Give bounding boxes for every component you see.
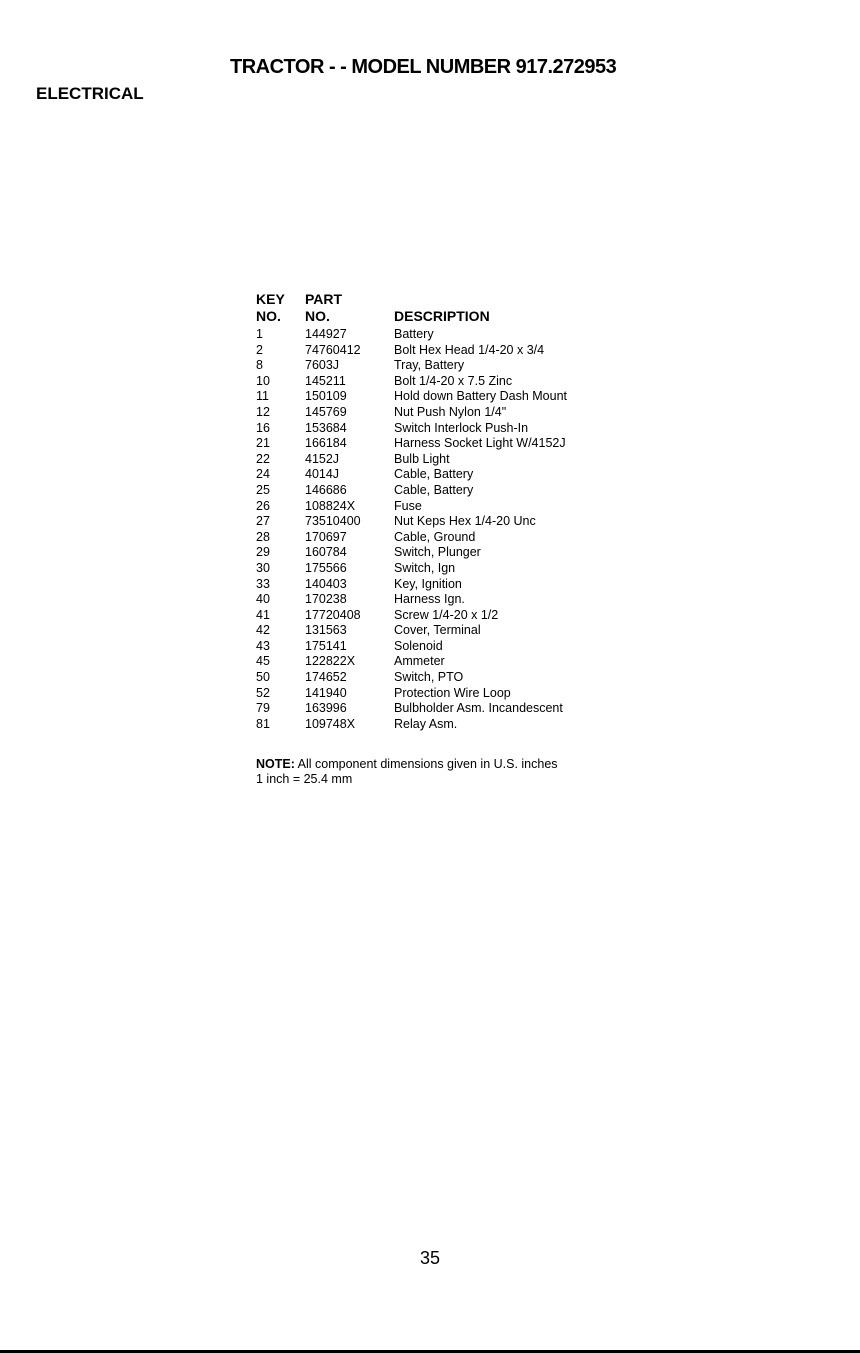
part-no-cell: 108824X (305, 498, 356, 513)
part-no-cell: 73510400 (305, 514, 361, 529)
part-header-line2: NO. (305, 308, 330, 324)
key-no-cell: 41 (256, 607, 270, 622)
table-row (256, 343, 654, 359)
description-cell: Screw 1/4-20 x 1/2 (394, 607, 499, 622)
table-row (256, 405, 654, 421)
table-row (256, 327, 654, 343)
key-no-cell: 40 (256, 592, 270, 607)
key-no-cell: 30 (256, 560, 270, 575)
key-no-cell: 43 (256, 638, 270, 653)
table-row (256, 686, 654, 702)
key-no-cell: 12 (256, 404, 270, 419)
description-cell: Ammeter (394, 654, 445, 669)
key-no-cell: 25 (256, 482, 270, 497)
description-cell: Switch, Ign (394, 560, 456, 575)
key-no-cell: 50 (256, 670, 270, 685)
key-no-cell: 11 (256, 389, 269, 404)
table-row (256, 514, 654, 530)
table-row (256, 436, 654, 452)
description-cell: Cover, Terminal (394, 623, 481, 638)
part-no-cell: 122822X (305, 654, 356, 669)
parts-table-header (256, 291, 654, 327)
table-row (256, 577, 654, 593)
key-header-line2: NO. (256, 308, 281, 324)
description-cell: Protection Wire Loop (394, 685, 511, 700)
description-cell: Solenoid (394, 638, 443, 653)
table-row (256, 358, 654, 374)
description-cell: Harness Socket Light W/4152J (394, 436, 566, 451)
part-no-cell: 175566 (305, 560, 347, 575)
note (256, 757, 558, 787)
key-no-cell: 1 (256, 327, 263, 341)
key-no-cell: 28 (256, 529, 270, 544)
description-cell: Hold down Battery Dash Mount (394, 389, 568, 404)
description-cell: Relay Asm. (394, 716, 458, 731)
key-no-cell: 45 (256, 654, 270, 669)
part-no-cell: 74760412 (305, 342, 361, 357)
description-cell: Battery (394, 327, 434, 341)
part-no-cell: 141940 (305, 685, 347, 700)
page-number: 35 (419, 1248, 441, 1268)
part-no-cell: 150109 (305, 389, 347, 404)
table-row (256, 608, 654, 624)
key-no-cell: 29 (256, 545, 270, 560)
part-no-cell: 175141 (305, 638, 347, 653)
description-cell: Bulb Light (394, 451, 450, 466)
table-row (256, 670, 654, 686)
description-cell: Nut Push Nylon 1/4" (394, 404, 507, 419)
table-row (256, 654, 654, 670)
table-row (256, 592, 654, 608)
key-no-cell: 10 (256, 373, 270, 388)
part-no-cell: 144927 (305, 327, 347, 341)
header-row-2 (256, 308, 654, 325)
key-no-cell: 16 (256, 420, 270, 435)
description-cell: Bolt Hex Head 1/4-20 x 3/4 (394, 342, 545, 357)
key-no-cell: 81 (256, 716, 270, 731)
part-no-cell: 140403 (305, 576, 347, 591)
description-cell: Cable, Battery (394, 467, 474, 482)
description-header-spacer (394, 291, 654, 308)
part-no-cell: 170697 (305, 529, 347, 544)
description-cell: Nut Keps Hex 1/4-20 Unc (394, 514, 536, 529)
parts-table-body (256, 327, 654, 732)
part-no-cell: 163996 (305, 701, 347, 716)
table-row (256, 545, 654, 561)
table-row (256, 639, 654, 655)
description-cell: Key, Ignition (394, 576, 462, 591)
key-no-cell: 79 (256, 701, 270, 716)
section-label: ELECTRICAL (36, 84, 144, 103)
key-header-line1: KEY (256, 291, 285, 307)
part-no-cell: 7603J (305, 358, 340, 373)
table-row (256, 623, 654, 639)
key-no-cell: 52 (256, 685, 270, 700)
part-no-cell: 146686 (305, 482, 347, 497)
part-header-line1: PART (305, 291, 343, 307)
description-cell: Cable, Ground (394, 529, 476, 544)
part-no-cell: 131563 (305, 623, 347, 638)
key-no-cell: 27 (256, 514, 270, 529)
description-cell: Switch Interlock Push-In (394, 420, 529, 435)
description-cell: Bolt 1/4-20 x 7.5 Zinc (394, 373, 513, 388)
key-no-cell: 2 (256, 342, 263, 357)
description-cell: Fuse (394, 498, 422, 513)
description-cell: Switch, Plunger (394, 545, 481, 560)
table-row (256, 717, 654, 733)
key-no-cell: 42 (256, 623, 270, 638)
page-title: TRACTOR - - MODEL NUMBER 917.272953 (230, 56, 617, 78)
note-text: All component dimensions given in U.S. inches (294, 757, 558, 771)
note-line1 (256, 757, 558, 772)
description-cell: Cable, Battery (394, 482, 474, 497)
table-row (256, 530, 654, 546)
part-no-cell: 109748X (305, 716, 356, 731)
part-no-cell: 145769 (305, 404, 347, 419)
table-row (256, 499, 654, 515)
key-no-cell: 33 (256, 576, 270, 591)
description-cell: Switch, PTO (394, 670, 464, 685)
header-row-1 (256, 291, 654, 308)
description-cell: Tray, Battery (394, 358, 465, 373)
part-no-cell: 166184 (305, 436, 347, 451)
part-no-cell: 170238 (305, 592, 347, 607)
key-no-cell: 8 (256, 358, 263, 373)
part-no-cell: 174652 (305, 670, 347, 685)
note-label: NOTE: (256, 757, 295, 771)
part-no-cell: 153684 (305, 420, 347, 435)
note-line2: 1 inch = 25.4 mm (256, 772, 353, 786)
table-row (256, 701, 654, 717)
table-row (256, 467, 654, 483)
part-no-cell: 145211 (305, 373, 346, 388)
part-no-cell: 4152J (305, 451, 340, 466)
part-no-cell: 4014J (305, 467, 340, 482)
part-no-cell: 17720408 (305, 607, 361, 622)
parts-table (256, 291, 654, 732)
description-cell: Harness Ign. (394, 592, 465, 607)
description-header: DESCRIPTION (394, 308, 490, 324)
table-row (256, 374, 654, 390)
key-no-cell: 26 (256, 498, 270, 513)
description-cell: Bulbholder Asm. Incandescent (394, 701, 563, 716)
table-row (256, 389, 654, 405)
key-no-cell: 21 (256, 436, 270, 451)
table-row (256, 483, 654, 499)
part-no-cell: 160784 (305, 545, 347, 560)
table-row (256, 561, 654, 577)
key-no-cell: 22 (256, 451, 270, 466)
key-no-cell: 24 (256, 467, 270, 482)
table-row (256, 452, 654, 468)
table-row (256, 421, 654, 437)
